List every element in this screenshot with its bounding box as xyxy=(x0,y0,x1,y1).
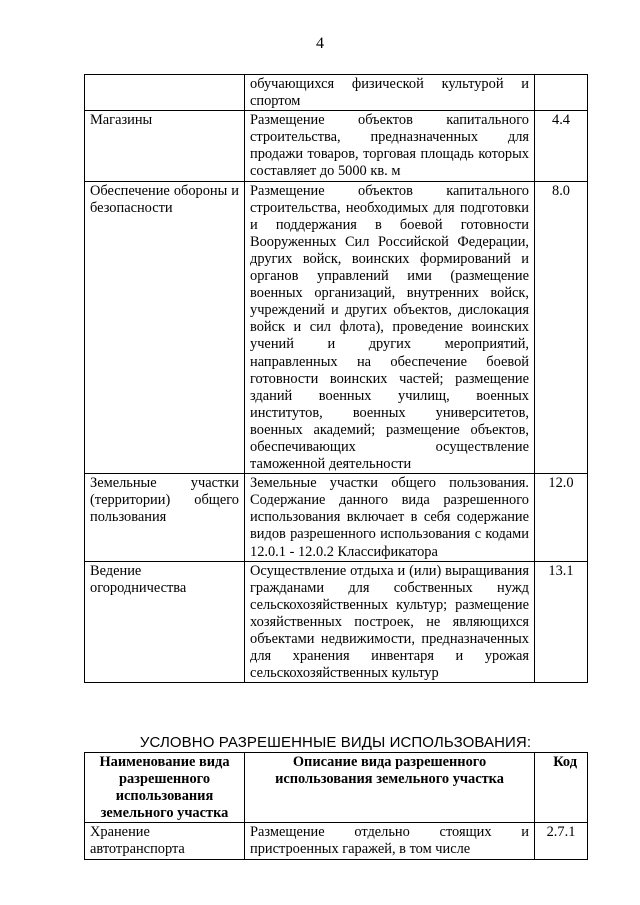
use-name-cell: Обеспечение обороны и безопасности xyxy=(85,181,245,474)
header-description: Описание вида разрешенного использования земельного участка xyxy=(245,753,535,823)
conditional-uses-table xyxy=(84,752,588,860)
use-code-cell: 13.1 xyxy=(535,561,588,683)
use-name-cell: Ведение огородничества xyxy=(85,561,245,683)
header-name: Наименование вида разрешенного использования земельного участка xyxy=(85,753,245,823)
use-name-cell: Хранение автотранспорта xyxy=(85,823,245,859)
use-description-cell: Осуществление отдыха и (или) выращивания гражданами для собственных нужд сельскохозяйственных культур; размещение хозяйственных построек, не являющихся объектами недвижимости, предназначенных для хранения инвентаря и урожая сельскохозяйственных культур xyxy=(245,561,535,683)
use-code-cell: 2.7.1 xyxy=(535,823,588,859)
table-row xyxy=(85,181,588,474)
table-row xyxy=(85,75,588,111)
use-code-cell xyxy=(535,75,588,111)
use-name-cell: Земельные участки (территории) общего пользования xyxy=(85,474,245,561)
page-number: 4 xyxy=(316,35,324,52)
use-code-cell: 8.0 xyxy=(535,181,588,474)
table-row xyxy=(85,823,588,859)
use-code-cell: 12.0 xyxy=(535,474,588,561)
table-header-row xyxy=(85,753,588,823)
use-description-cell: обучающихся физической культурой и спортом xyxy=(245,75,535,111)
permitted-uses-table xyxy=(84,74,588,683)
section-heading: УСЛОВНО РАЗРЕШЕННЫЕ ВИДЫ ИСПОЛЬЗОВАНИЯ: xyxy=(139,734,532,751)
table-row xyxy=(85,474,588,561)
use-description-cell: Размещение объектов капитального строительства, необходимых для подготовки и поддержания в боевой готовности Вооруженных Сил Российской Федерации, других войск, воинских формирований и органов управлений ими (размещение военных организаций, внутренних войск, учреждений и других объектов, дислокация войск и сил флота), проведение воинских учений и других мероприятий, направленных на обеспечение боевой готовности воинских частей; размещение зданий военных училищ, военных институтов, военных университетов, военных академий; размещение объектов, обеспечивающих осуществление таможенной деятельности xyxy=(245,181,535,474)
use-code-cell: 4.4 xyxy=(535,111,588,181)
header-code: Код xyxy=(535,753,588,823)
table-row xyxy=(85,111,588,181)
use-name-cell: Магазины xyxy=(85,111,245,181)
use-description-cell: Размещение объектов капитального строительства, предназначенных для продажи товаров, торговая площадь которых составляет до 5000 кв. м xyxy=(245,111,535,181)
use-description-cell: Земельные участки общего пользования. Содержание данного вида разрешенного использования включает в себя содержание видов разрешенного использования с кодами 12.0.1 - 12.0.2 Классификатора xyxy=(245,474,535,561)
table-row xyxy=(85,561,588,683)
use-name-cell xyxy=(85,75,245,111)
use-description-cell: Размещение отдельно стоящих и пристроенных гаражей, в том числе xyxy=(245,823,535,859)
